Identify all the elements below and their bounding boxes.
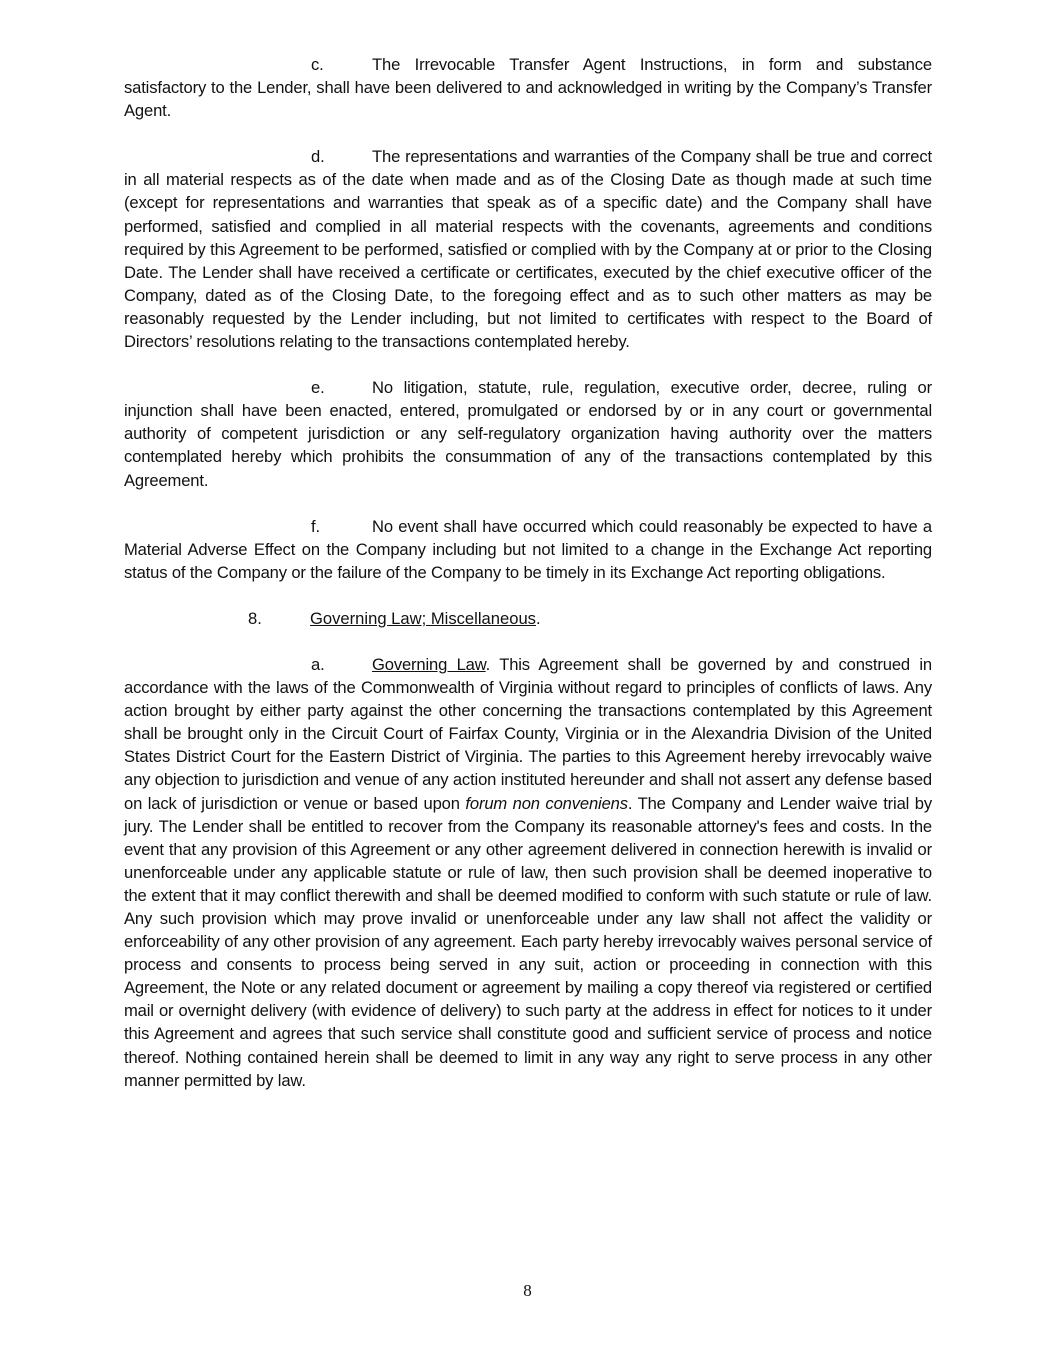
clause-d xyxy=(124,145,932,353)
section-title: Governing Law; Miscellaneous xyxy=(310,608,536,628)
clause-text: The representations and warranties of the Company shall be true and correct in all material respects as of the date when made and as of the Closing Date as though made at such time (except for representations and warranties that speak as of a specific date) and the Company shall have performed, satisfied and complied in all material respects with the covenants, agreements and conditions required by this Agreement to be performed, satisfied or complied with by the Company at or prior to the Closing Date. The Lender shall have received a certificate or certificates, executed by the chief executive officer of the Company, dated as of the Closing Date, to the foregoing effect and as to such other matters as may be reasonably requested by the Lender including, but not limited to certificates with respect to the Board of Directors’ resolutions relating to the transactions contemplated hereby. xyxy=(124,147,932,352)
clause-label: e. xyxy=(311,378,325,398)
clause-text: . This Agreement shall be governed by and construed in accordance with the laws of the Commonwealth of Virginia without regard to principles of conflicts of laws. Any action brought by either party against the other concerning the transactions contemplated by this Agreement shall be brought only in the Circuit Court of Fairfax County, Virginia or in the Alexandria Division of the United States District Court for the Eastern District of Virginia. The parties to this Agreement hereby irrevocably waive any objection to jurisdiction and venue of any action instituted hereunder and shall not assert any defense based on lack of jurisdiction or venue or based upon xyxy=(124,654,932,813)
clause-label: a. xyxy=(311,654,325,674)
clause-text: No event shall have occurred which could reasonably be expected to have a Material Adverse Effect on the Company including but not limited to a change in the Exchange Act reporting status of the Company or the failure of the Company to be timely in its Exchange Act reporting obligations. xyxy=(124,516,932,582)
clause-label: f. xyxy=(311,516,320,536)
section-8-heading xyxy=(248,607,932,630)
clause-label: c. xyxy=(311,55,324,74)
clause-text-continued: . The Company and Lender waive trial by jury. The Lender shall be entitled to recover from the Company its reasonable attorney's fees and costs. In the event that any provision of this Agreement or any other agreement delivered in connection herewith is invalid or unenforceable under any applicable statute or rule of law, then such provision shall be deemed inoperative to the extent that it may conflict therewith and shall be deemed modified to conform with such statute or rule of law. Any such provision which may prove invalid or unenforceable under any law shall not affect the validity or enforceability of any other provision of any agreement. Each party hereby irrevocably waives personal service of process and consents to process being served in any suit, action or proceeding in connection with this Agreement, the Note or any related document or agreement by mailing a copy thereof via registered or certified mail or overnight delivery (with evidence of delivery) to such party at the address in effect for notices to it under this Agreement and agrees that such service shall constitute good and sufficient service of process and notice thereof. Nothing contained herein shall be deemed to limit in any way any right to serve process in any other manner permitted by law. xyxy=(124,793,932,1090)
italic-term: forum non conveniens xyxy=(465,793,628,813)
clause-title: Governing Law xyxy=(372,654,486,674)
section-number: 8. xyxy=(248,608,262,628)
clause-a-governing-law xyxy=(124,653,932,1092)
clause-label: d. xyxy=(311,147,325,167)
clause-c xyxy=(124,53,932,122)
clause-e xyxy=(124,376,932,491)
clause-f xyxy=(124,515,932,584)
clause-text: The Irrevocable Transfer Agent Instructions, in form and substance satisfactory to the Lender, shall have been delivered to and acknowledged in writing by the Company’s Transfer Agent. xyxy=(124,55,932,121)
page-number: 8 xyxy=(523,1281,532,1300)
document-body xyxy=(124,53,932,1115)
section-title-period: . xyxy=(535,608,541,628)
clause-text: No litigation, statute, rule, regulation, executive order, decree, ruling or injunction shall have been enacted, entered, promulgated or endorsed by or in any court or governmental authority of competent jurisdiction or any self-regulatory organization having authority over the matters contemplated hereby which prohibits the consummation of any of the transactions contemplated by this Agreement. xyxy=(124,378,932,490)
